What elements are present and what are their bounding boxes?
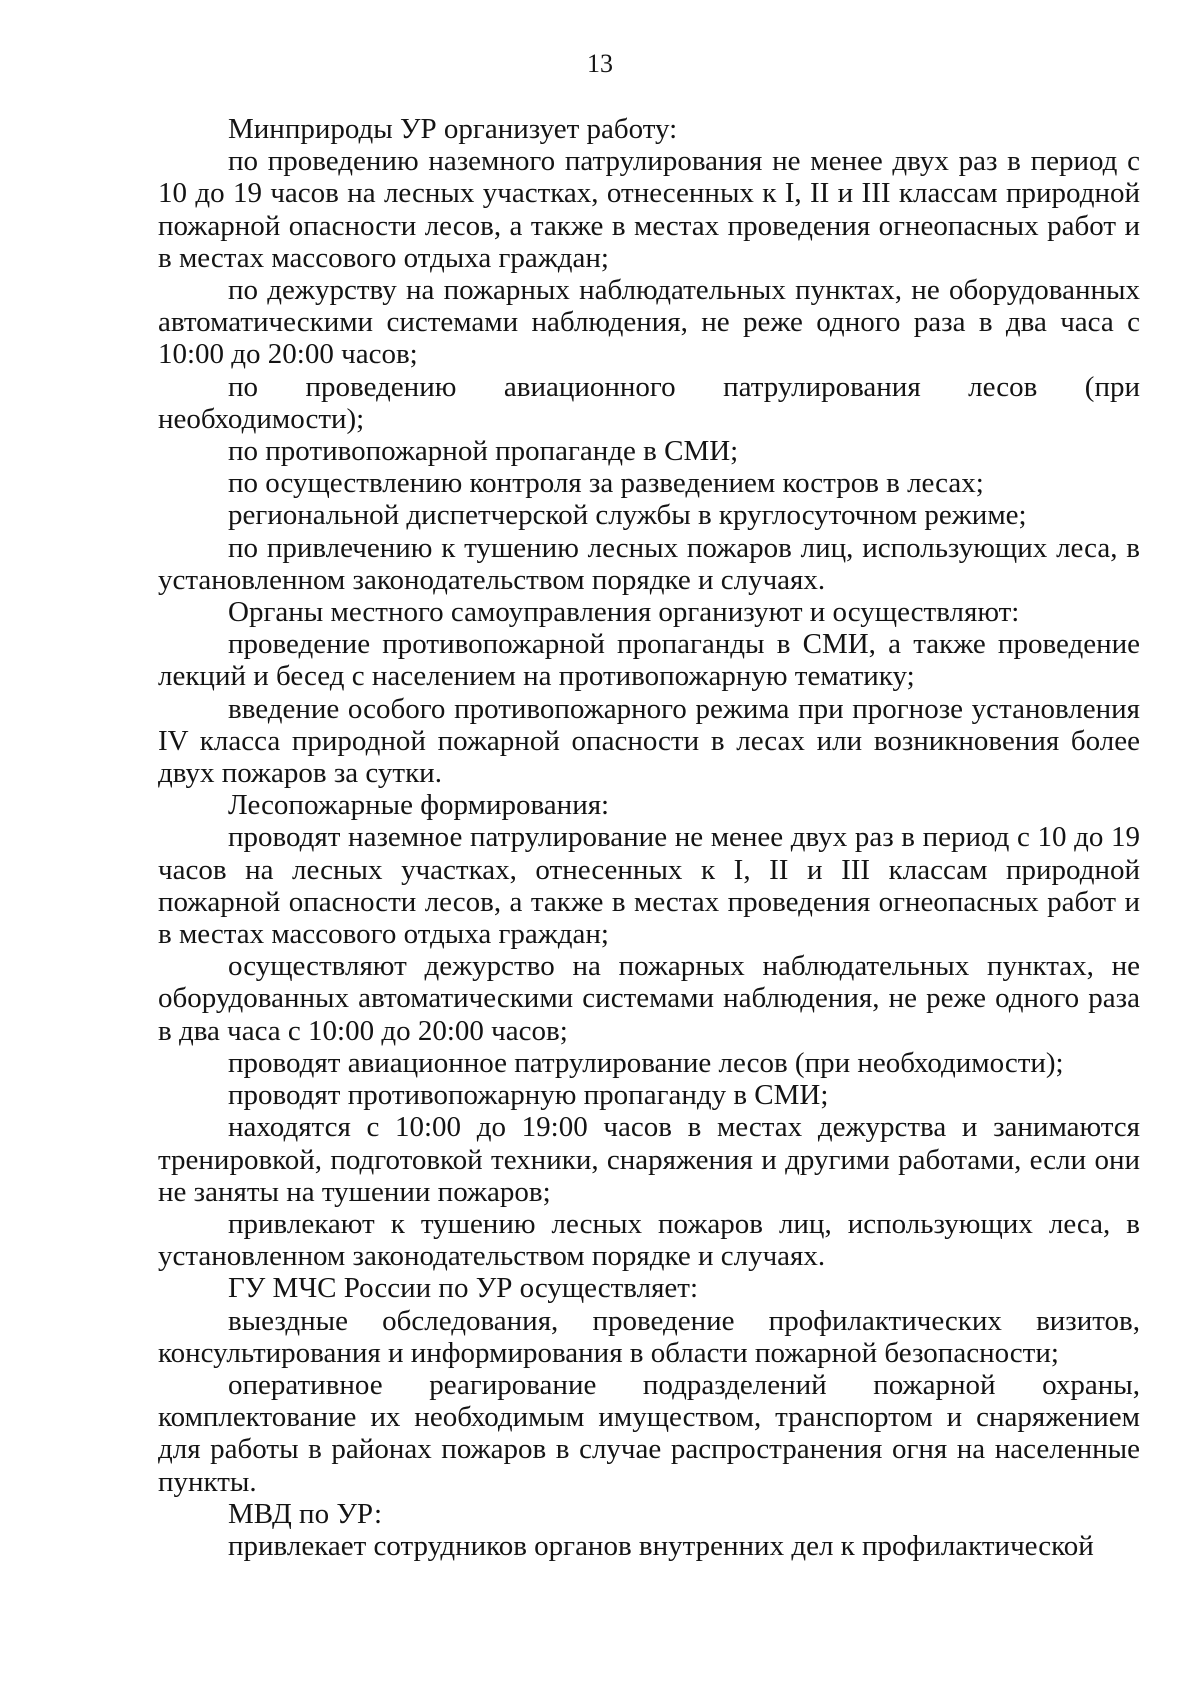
section-heading: МВД по УР: [228, 1497, 383, 1530]
section-heading: ГУ МЧС России по УР осуществляет: [228, 1272, 699, 1305]
paragraph: выездные обследования, проведение профилактических визитов, консультирования и информирования в области пожарной безопасности; [158, 1304, 1140, 1369]
paragraph: введение особого противопожарного режима при прогнозе установления IV класса природной пожарной опасности в лесах или возникновения более двух пожаров за сутки. [158, 692, 1140, 790]
document-body [158, 113, 1140, 1562]
paragraph: по проведению авиационного патрулирования лесов (при необходимости); [158, 370, 1140, 435]
paragraph: проводят наземное патрулирование не менее двух раз в период с 10 до 19 часов на лесных участках, отнесенных к I, II и III классам природной пожарной опасности лесов, а также в местах проведения огнеопасных работ и в местах массового отдыха граждан; [158, 821, 1140, 951]
paragraph: проводят авиационное патрулирование лесов (при необходимости); [228, 1046, 1064, 1079]
paragraph: находятся с 10:00 до 19:00 часов в местах дежурства и занимаются тренировкой, подготовкой техники, снаряжения и другими работами, если они не заняты на тушении пожаров; [158, 1111, 1140, 1208]
page-number: 13 [587, 49, 613, 78]
paragraph: осуществляют дежурство на пожарных наблюдательных пунктах, не оборудованных автоматическими системами наблюдения, не реже одного раза в два часа с 10:00 до 20:00 часов; [158, 950, 1140, 1047]
paragraph: проводят противопожарную пропаганду в СМИ; [228, 1079, 829, 1112]
section-heading: Органы местного самоуправления организуют и осуществляют: [228, 596, 1020, 629]
paragraph: оперативное реагирование подразделений пожарной охраны, комплектование их необходимым имуществом, транспортом и снаряжением для работы в районах пожаров в случае распространения огня на населенные пункты. [158, 1368, 1140, 1498]
paragraph: привлекает сотрудников органов внутренних дел к профилактической [228, 1529, 1094, 1562]
paragraph: по привлечению к тушению лесных пожаров лиц, использующих леса, в установленном законодательством порядке и случаях. [158, 531, 1140, 596]
paragraph: региональной диспетчерской службы в круглосуточном режиме; [228, 499, 1027, 532]
paragraph: по проведению наземного патрулирования не менее двух раз в период с 10 до 19 часов на лесных участках, отнесенных к I, II и III классам природной пожарной опасности лесов, а также в местах проведения огнеопасных работ и в местах массового отдыха граждан; [158, 145, 1140, 274]
section-heading: Лесопожарные формирования: [228, 789, 610, 822]
paragraph: по противопожарной пропаганде в СМИ; [228, 435, 739, 468]
paragraph: привлекают к тушению лесных пожаров лиц, использующих леса, в установленном законодательством порядке и случаях. [158, 1207, 1140, 1273]
paragraph: проведение противопожарной пропаганды в СМИ, а также проведение лекций и бесед с населением на противопожарную тематику; [158, 628, 1140, 693]
paragraph: по дежурству на пожарных наблюдательных пунктах, не оборудованных автоматическими системами наблюдения, не реже одного раза в два часа с 10:00 до 20:00 часов; [158, 274, 1140, 371]
paragraph: по осуществлению контроля за разведением костров в лесах; [228, 467, 984, 500]
section-heading: Минприроды УР организует работу: [228, 113, 678, 145]
